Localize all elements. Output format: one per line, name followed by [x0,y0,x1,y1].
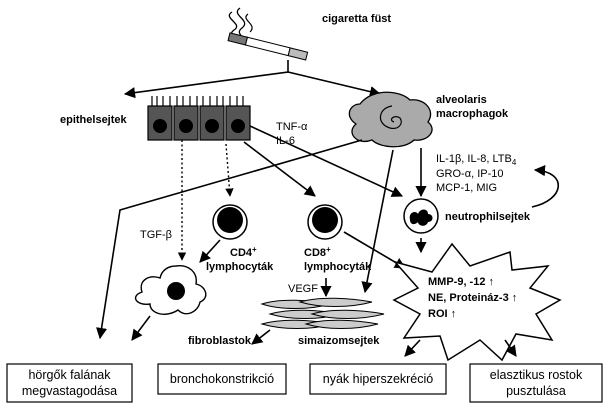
label-cd4-lymphocytak: lymphocyták [206,261,274,273]
label-cd4: CD4+ [230,245,257,259]
arrow-neutrophil-feedback [532,170,558,207]
arrow-epithel-to-cd8 [244,142,315,196]
label-fibroblastok: fibroblastok [188,335,251,347]
label-ne-proteinaz: NE, Proteináz-3 ↑ [428,292,518,304]
arrow-cd4-to-fibroblast [200,240,220,262]
label-tnf-alpha: TNF-α [276,121,308,133]
cd8-lymphocyte-icon [308,205,342,239]
arrow-smooth-muscle-to-bronchoconstriction [252,330,270,344]
epithelial-cells-icon [148,96,250,140]
label-alveolaris: alveolaris [436,94,487,106]
label-roi: ROI ↑ [428,308,457,320]
label-neutrophilsejtek: neutrophilsejtek [445,211,530,223]
macrophage-icon [349,92,432,147]
cigarette-icon [228,8,308,60]
arrow-macrophage-to-smooth-muscle [365,150,393,292]
label-simaizomsejtek: simaizomsejtek [298,335,380,347]
neutrophil-icon [404,199,438,233]
outcome-elastic-fibers-line1: elasztikus rostok [489,368,583,382]
arrow-fibroblast-to-wall-thickening [132,316,150,340]
outcome-mucus-hypersecretion: nyák hiperszekréció [322,372,434,386]
outcome-wall-thickening-line1: hörgők falának [28,368,111,382]
title-cigaretta-fust: cigaretta füst [322,13,392,25]
label-cd8-lymphocytak: lymphocyták [304,261,372,273]
cd4-lymphocyte-icon [213,205,247,239]
label-vegf: VEGF [288,283,318,295]
smooth-muscle-cells-icon [262,298,384,328]
label-chemokines-3: MCP-1, MIG [436,182,498,194]
label-cd8: CD8+ [304,245,331,259]
label-macrophagok: macrophagok [436,108,509,120]
arrow-smoke-to-macrophage [288,72,380,94]
arrow-epithel-to-cd4 [226,144,230,196]
outcome-elastic-fibers-line2: pusztulása [506,384,566,398]
fibroblast-icon [136,266,206,315]
label-chemokines-1: IL-1β, IL-8, $LTB_4$ [436,153,517,167]
label-il-6: IL-6 [276,135,295,147]
label-chemokines-2: GRO-α, IP-10 [436,168,504,180]
arrow-smoke-to-epithel [125,60,288,94]
label-mmp: MMP-9, -12 ↑ [428,276,495,288]
label-tgf-beta: TGF-β [140,229,172,241]
arrow-enzymes-to-mucus [405,340,420,356]
label-epithelsejtek: epithelsejtek [60,114,127,126]
outcome-wall-thickening-line2: megvastagodása [21,384,118,398]
outcome-bronchoconstriction: bronchokonstrikció [169,372,275,386]
